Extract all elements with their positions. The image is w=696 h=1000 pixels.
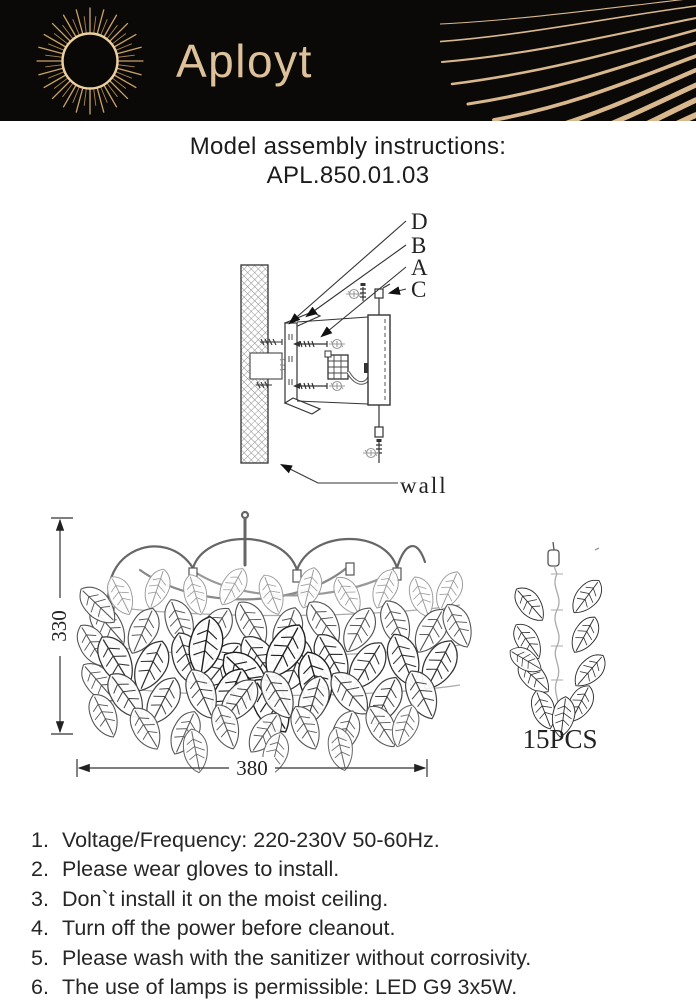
item-text: Turn off the power before cleanout. <box>62 916 396 941</box>
brand-name: Aployt <box>176 35 313 87</box>
height-value: 330 <box>47 610 71 642</box>
instruction-item <box>31 914 681 943</box>
title-block <box>0 132 696 190</box>
part-label-d: D <box>411 209 428 234</box>
item-number: 5. <box>31 945 49 970</box>
width-value: 380 <box>236 756 268 780</box>
item-number: 6. <box>31 975 49 1000</box>
doc-title: Model assembly instructions: <box>189 133 507 160</box>
instruction-item <box>31 944 681 973</box>
item-text: Please wash with the sanitizer without corrosivity. <box>62 945 532 970</box>
spare-count-label: 15PCS <box>522 724 598 754</box>
item-number: 1. <box>31 828 49 852</box>
item-text: Please wear gloves to install. <box>62 857 340 882</box>
terminal-block <box>325 351 371 383</box>
item-number: 4. <box>31 916 49 941</box>
leaf-cluster <box>70 563 479 778</box>
part-label-c: C <box>411 277 427 302</box>
bottom-fitting <box>363 405 383 463</box>
part-label-b: B <box>411 233 427 258</box>
wall-section <box>241 265 291 463</box>
instruction-item <box>31 826 681 855</box>
instruction-item <box>31 855 681 884</box>
part-label-a: A <box>411 255 428 280</box>
brand-header <box>0 0 696 121</box>
width-dimension <box>77 756 427 780</box>
instruction-list <box>31 826 681 1000</box>
model-number: APL.850.01.03 <box>266 162 430 189</box>
mounting-bracket <box>285 312 368 414</box>
leaf-strand-drawing <box>503 540 638 755</box>
wall-mount-diagram <box>230 205 465 503</box>
instruction-item <box>31 885 681 914</box>
fixture-backplate <box>368 315 390 405</box>
height-dimension <box>47 518 73 734</box>
item-text: The use of lamps is permissible: LED G9 3x5W. <box>62 975 518 1000</box>
item-number: 2. <box>31 857 49 882</box>
wall-label: wall <box>400 473 448 498</box>
item-number: 3. <box>31 886 49 911</box>
fixture-dimension-drawing <box>45 510 485 800</box>
sunburst-logo-icon <box>34 5 146 117</box>
item-text: Don`t install it on the moist ceiling. <box>62 886 389 911</box>
item-text: Voltage/Frequency: 220-230V 50-60Hz. <box>62 828 440 852</box>
corner-rays-decoration <box>440 0 696 121</box>
instruction-item <box>31 973 681 1000</box>
